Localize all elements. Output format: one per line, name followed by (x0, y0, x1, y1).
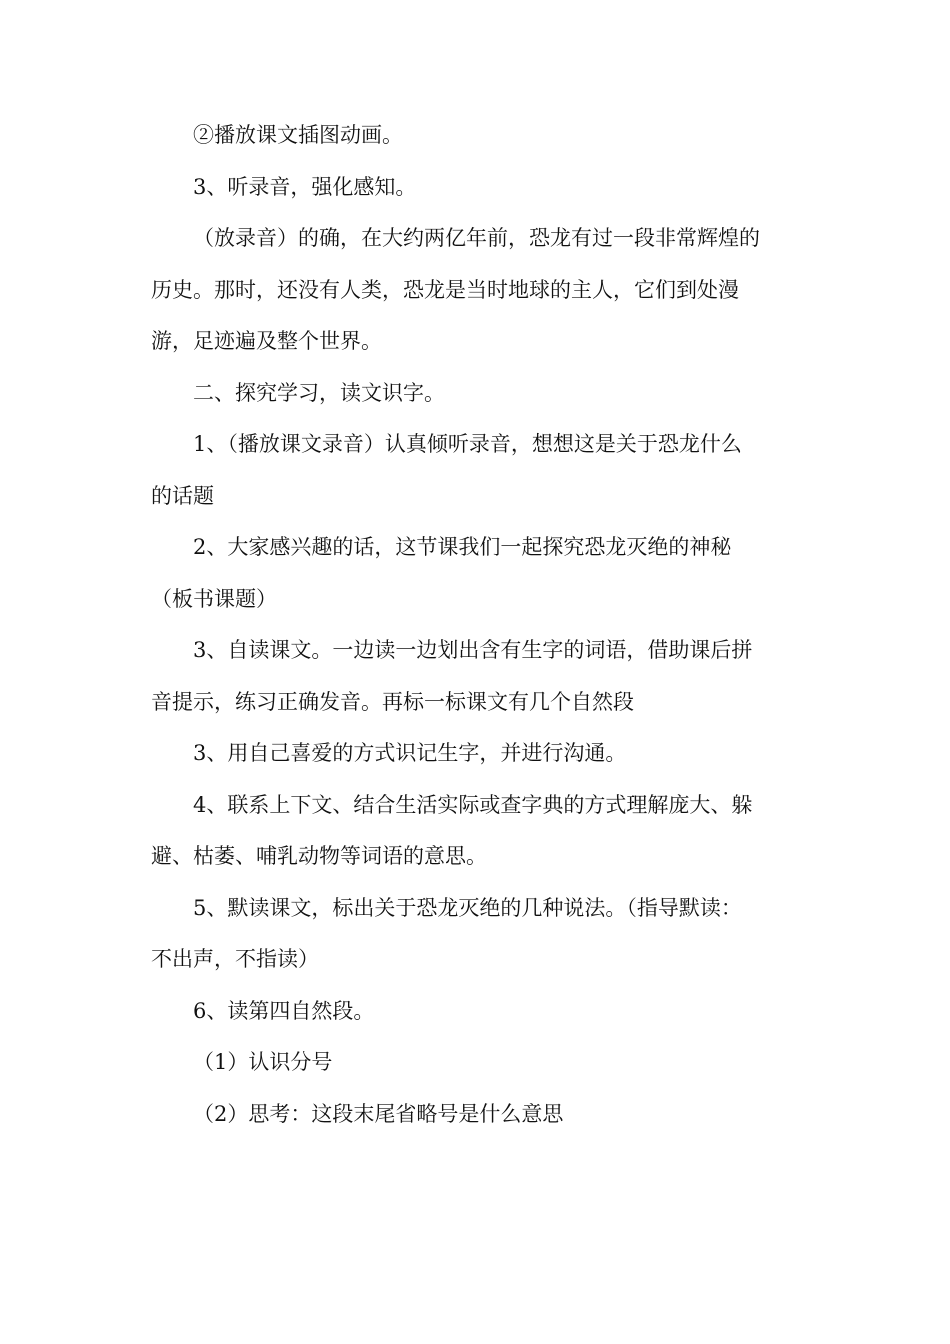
text-line: 3、自读课文。一边读一边划出含有生字的词语，借助课后拼 (193, 638, 753, 662)
paragraph-step-3-recognize-characters (151, 728, 801, 780)
text-line: ②播放课文插图动画。 (193, 123, 403, 147)
text-line: （放录音）的确，在大约两亿年前，恐龙有过一段非常辉煌的 (193, 226, 760, 250)
paragraph-sub-item-2 (151, 1089, 801, 1141)
paragraph-step-1 (151, 419, 801, 522)
paragraph-step-4 (151, 780, 801, 883)
paragraph-step-6 (151, 986, 801, 1038)
paragraph-listen-recording (151, 162, 801, 214)
text-line: （1）认识分号 (193, 1050, 333, 1074)
text-line: 二、探究学习，读文识字。 (193, 380, 445, 405)
text-line: 音提示，练习正确发音。再标一标课文有几个自然段 (151, 689, 634, 714)
text-line: 3、用自己喜爱的方式识记生字，并进行沟通。 (193, 741, 627, 765)
text-line: （板书课题） (151, 586, 277, 611)
text-line: 避、枯萎、哺乳动物等词语的意思。 (151, 844, 487, 868)
paragraph-step-5 (151, 883, 801, 986)
text-line: 4、联系上下文、结合生活实际或查字典的方式理解庞大、躲 (193, 792, 753, 817)
text-line: 的话题 (151, 483, 214, 508)
text-line: 6、读第四自然段。 (193, 998, 375, 1023)
section-heading-explore-learning (151, 368, 801, 420)
paragraph-step-2 (151, 522, 801, 625)
text-line: 1、（播放课文录音）认真倾听录音，想想这是关于恐龙什么 (193, 432, 742, 456)
text-line: 5、默读课文，标出关于恐龙灭绝的几种说法。（指导默读： (193, 895, 742, 920)
text-line: （2）思考：这段末尾省略号是什么意思 (193, 1101, 564, 1126)
document-body (151, 110, 801, 1140)
paragraph-play-illustration-animation (151, 110, 801, 162)
paragraph-recording-content (151, 213, 801, 368)
paragraph-step-3-self-read (151, 625, 801, 728)
text-line: 历史。那时，还没有人类，恐龙是当时地球的主人，它们到处漫 (151, 277, 739, 302)
text-line: 游，足迹遍及整个世界。 (151, 329, 382, 353)
text-line: 不出声，不指读） (151, 947, 319, 971)
text-line: 3、听录音，强化感知。 (193, 174, 417, 199)
paragraph-sub-item-1 (151, 1037, 801, 1089)
text-line: 2、大家感兴趣的话，这节课我们一起探究恐龙灭绝的神秘 (193, 535, 732, 559)
